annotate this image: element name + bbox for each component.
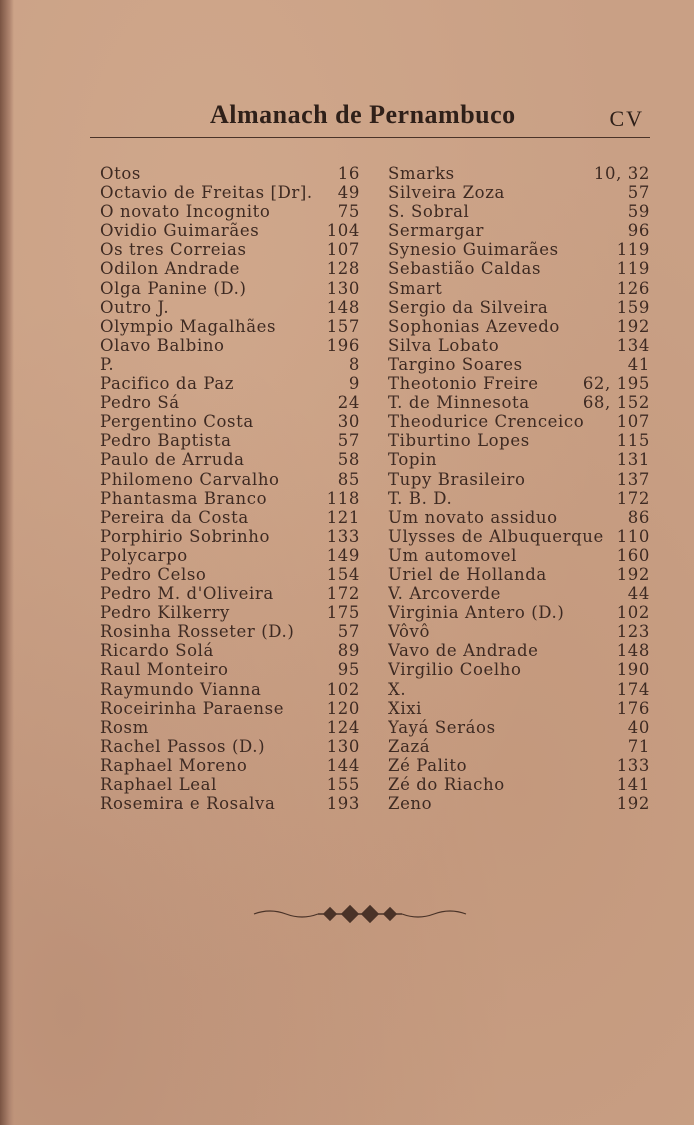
book-spine-edge: [0, 0, 14, 1125]
index-entry: [388, 584, 650, 603]
entry-name: Smart: [388, 278, 443, 298]
entry-name: Theotonio Freire: [388, 374, 539, 394]
index-entry: [388, 279, 650, 298]
index-entry: [388, 546, 650, 565]
index-entry: [100, 641, 360, 660]
entry-name: Sophonias Azevedo: [388, 316, 560, 336]
entry-name: Sergio da Silveira: [388, 297, 549, 317]
entry-page: 95: [337, 660, 360, 680]
entry-page: 133: [616, 755, 650, 775]
entry-page: 110: [616, 526, 650, 546]
entry-name: Rosinha Rosseter (D.): [100, 622, 295, 642]
entry-name: Raul Monteiro: [100, 660, 229, 680]
index-entry: [100, 584, 360, 603]
entry-page: 86: [627, 507, 650, 527]
entry-page: 159: [616, 297, 650, 317]
index-entry: [100, 221, 360, 240]
entry-name: Virgilio Coelho: [388, 660, 522, 680]
entry-page: 102: [616, 603, 650, 623]
index-entry: [388, 508, 650, 527]
index-entry: [100, 603, 360, 622]
index-entry: [100, 622, 360, 641]
entry-page: 118: [326, 488, 360, 508]
index-entry: [388, 240, 650, 259]
index-entry: [100, 298, 360, 317]
entry-name: Pereira da Costa: [100, 507, 249, 527]
index-entry: [388, 412, 650, 431]
entry-name: Roceirinha Paraense: [100, 698, 285, 718]
entry-name: Vôvô: [388, 622, 430, 642]
index-entry: [388, 660, 650, 679]
entry-name: S. Sobral: [388, 202, 470, 222]
entry-name: Pedro Sá: [100, 393, 180, 413]
entry-page: 85: [337, 469, 360, 489]
index-entry: [100, 393, 360, 412]
entry-page: 41: [627, 354, 650, 374]
index-entry: [100, 240, 360, 259]
entry-name: Raymundo Vianna: [100, 679, 262, 699]
entry-name: Pacifico da Paz: [100, 374, 235, 394]
index-entry: [388, 489, 650, 508]
index-entry: [100, 508, 360, 527]
entry-name: Porphirio Sobrinho: [100, 526, 271, 546]
entry-page: 24: [337, 393, 360, 413]
entry-page: 121: [326, 507, 360, 527]
entry-page: 62, 195: [582, 374, 650, 394]
index-entry: [388, 470, 650, 489]
entry-name: Paulo de Arruda: [100, 450, 245, 470]
entry-page: 115: [616, 431, 650, 451]
index-entry: [100, 794, 360, 813]
index-entry: [388, 641, 650, 660]
entry-page: 44: [627, 584, 650, 604]
entry-page: 10, 32: [593, 164, 650, 183]
entry-name: Sermargar: [388, 221, 485, 241]
entry-page: 102: [326, 679, 360, 699]
entry-name: Pedro M. d'Oliveira: [100, 584, 274, 604]
entry-name: Virginia Antero (D.): [388, 603, 565, 623]
entry-name: Zazá: [388, 736, 431, 756]
index-entry: [100, 565, 360, 584]
entry-name: Yayá Seráos: [388, 717, 496, 737]
entry-page: 9: [348, 374, 360, 394]
entry-page: 8: [348, 354, 360, 374]
index-entry: [388, 699, 650, 718]
header-rule: [90, 137, 650, 138]
entry-name: Polycarpo: [100, 545, 188, 565]
entry-name: T. B. D.: [388, 488, 453, 508]
index-entry: [388, 259, 650, 278]
entry-name: Xixi: [388, 698, 423, 718]
entry-name: Synesio Guimarães: [388, 240, 559, 260]
index-entry: [100, 164, 360, 183]
index-entry: [388, 317, 650, 336]
entry-page: 68, 152: [582, 393, 650, 413]
entry-page: 130: [326, 736, 360, 756]
entry-page: 192: [616, 794, 650, 814]
entry-name: Uriel de Hollanda: [388, 564, 547, 584]
entry-page: 137: [616, 469, 650, 489]
index-entry: [388, 794, 650, 813]
entry-page: 131: [616, 450, 650, 470]
entry-page: 157: [326, 316, 360, 336]
entry-page: 40: [627, 717, 650, 737]
entry-page: 57: [627, 183, 650, 203]
index-entry: [100, 431, 360, 450]
entry-name: Olympio Magalhães: [100, 316, 277, 336]
index-entry: [100, 336, 360, 355]
entry-page: 134: [616, 335, 650, 355]
entry-name: Zeno: [388, 794, 433, 814]
entry-name: Sebastião Caldas: [388, 259, 542, 279]
entry-page: 154: [326, 564, 360, 584]
entry-name: Ricardo Solá: [100, 641, 214, 661]
entry-page: 89: [337, 641, 360, 661]
entry-name: Pedro Baptista: [100, 431, 232, 451]
entry-name: Tupy Brasileiro: [388, 469, 526, 489]
entry-page: 120: [326, 698, 360, 718]
entry-name: Um automovel: [388, 545, 517, 565]
entry-page: 149: [326, 545, 360, 565]
index-entry: [100, 374, 360, 393]
entry-page: 119: [616, 240, 650, 260]
entry-page: 172: [326, 584, 360, 604]
index-entry: [100, 546, 360, 565]
entry-name: Philomeno Carvalho: [100, 469, 280, 489]
running-title: Almanach de Pernambuco: [210, 100, 516, 129]
entry-page: 172: [616, 488, 650, 508]
entry-name: Odilon Andrade: [100, 259, 241, 279]
entry-page: 174: [616, 679, 650, 699]
entry-name: Raphael Leal: [100, 775, 217, 794]
index-entry: [388, 298, 650, 317]
index-entry: [388, 450, 650, 469]
index-entry: [388, 164, 650, 183]
entry-name: Otos: [100, 164, 141, 183]
entry-page: 107: [616, 412, 650, 432]
entry-page: 107: [326, 240, 360, 260]
entry-page: 75: [337, 202, 360, 222]
entry-name: Topin: [388, 450, 438, 470]
entry-name: Targino Soares: [388, 354, 523, 374]
entry-page: 144: [326, 755, 360, 775]
index-entry: [100, 317, 360, 336]
entry-page: 148: [326, 297, 360, 317]
index-entry: [100, 489, 360, 508]
index-entry: [388, 202, 650, 221]
entry-name: Um novato assiduo: [388, 507, 558, 527]
entry-name: Silva Lobato: [388, 335, 500, 355]
index-entry: [100, 660, 360, 679]
index-entry: [388, 565, 650, 584]
entry-name: P.: [100, 354, 115, 374]
index-entry: [100, 279, 360, 298]
entry-name: Vavo de Andrade: [388, 641, 539, 661]
entry-name: Olavo Balbino: [100, 335, 225, 355]
index-entry: [388, 737, 650, 756]
entry-name: Os tres Correias: [100, 240, 247, 260]
entry-page: 104: [326, 221, 360, 241]
entry-page: 49: [337, 183, 360, 203]
entry-name: Theodurice Crenceico: [388, 412, 585, 432]
entry-name: Ovidio Guimarães: [100, 221, 260, 241]
index-entry: [388, 756, 650, 775]
entry-name: O novato Incognito: [100, 202, 271, 222]
index-entry: [100, 470, 360, 489]
entry-name: T. de Minnesota: [388, 393, 530, 413]
page-number: CV: [609, 106, 644, 131]
index-entry: [100, 450, 360, 469]
index-column-left: [100, 164, 360, 813]
entry-name: V. Arcoverde: [388, 584, 501, 604]
entry-name: Pedro Celso: [100, 564, 207, 584]
entry-page: 71: [627, 736, 650, 756]
index-entry: [388, 221, 650, 240]
entry-name: Octavio de Freitas [Dr].: [100, 183, 313, 203]
entry-page: 128: [326, 259, 360, 279]
index-entry: [388, 775, 650, 794]
index-entry: [388, 393, 650, 412]
entry-name: Phantasma Branco: [100, 488, 268, 508]
index-entry: [100, 527, 360, 546]
entry-page: 126: [616, 278, 650, 298]
entry-page: 190: [616, 660, 650, 680]
index-entry: [388, 431, 650, 450]
entry-page: 193: [326, 794, 360, 814]
index-column-right: [388, 164, 650, 813]
entry-page: 119: [616, 259, 650, 279]
entry-page: 192: [616, 564, 650, 584]
entry-page: 57: [337, 431, 360, 451]
entry-page: 192: [616, 316, 650, 336]
entry-page: 58: [337, 450, 360, 470]
index-entry: [388, 603, 650, 622]
entry-name: Zé do Riacho: [388, 775, 505, 794]
index-entry: [388, 183, 650, 202]
index-entry: [388, 355, 650, 374]
entry-name: Ulysses de Albuquerque: [388, 526, 604, 546]
entry-name: Raphael Moreno: [100, 755, 248, 775]
entry-name: Outro J.: [100, 297, 170, 317]
index-entry: [388, 374, 650, 393]
entry-page: 130: [326, 278, 360, 298]
index-entry: [100, 183, 360, 202]
index-entry: [100, 355, 360, 374]
index-entry: [100, 680, 360, 699]
entry-name: X.: [388, 679, 407, 699]
index-entry: [100, 775, 360, 794]
entry-name: Pedro Kilkerry: [100, 603, 230, 623]
entry-page: 176: [616, 698, 650, 718]
index-entry: [100, 259, 360, 278]
index-entry: [100, 756, 360, 775]
entry-name: Rachel Passos (D.): [100, 736, 266, 756]
entry-page: 141: [616, 775, 650, 794]
entry-page: 160: [616, 545, 650, 565]
index-entry: [100, 202, 360, 221]
entry-page: 175: [326, 603, 360, 623]
decorative-divider-icon: [250, 900, 470, 928]
page-header: [0, 100, 694, 136]
entry-page: 124: [326, 717, 360, 737]
entry-name: Pergentino Costa: [100, 412, 254, 432]
index-entry: [100, 412, 360, 431]
entry-page: 123: [616, 622, 650, 642]
index-entry: [100, 737, 360, 756]
entry-name: Rosemira e Rosalva: [100, 794, 276, 814]
entry-name: Smarks: [388, 164, 455, 183]
entry-page: 59: [627, 202, 650, 222]
entry-page: 57: [337, 622, 360, 642]
index-entry: [388, 680, 650, 699]
entry-page: 30: [337, 412, 360, 432]
entry-name: Zé Palito: [388, 755, 468, 775]
index-entry: [100, 699, 360, 718]
index-entry: [388, 622, 650, 641]
entry-name: Silveira Zoza: [388, 183, 505, 203]
index-entry: [388, 527, 650, 546]
entry-name: Tiburtino Lopes: [388, 431, 530, 451]
entry-page: 133: [326, 526, 360, 546]
entry-name: Rosm: [100, 717, 149, 737]
entry-name: Olga Panine (D.): [100, 278, 247, 298]
entry-page: 155: [326, 775, 360, 794]
entry-page: 16: [337, 164, 360, 183]
entry-page: 148: [616, 641, 650, 661]
entry-page: 96: [627, 221, 650, 241]
entry-page: 196: [326, 335, 360, 355]
index-entry: [388, 718, 650, 737]
index-entry: [100, 718, 360, 737]
index-entry: [388, 336, 650, 355]
